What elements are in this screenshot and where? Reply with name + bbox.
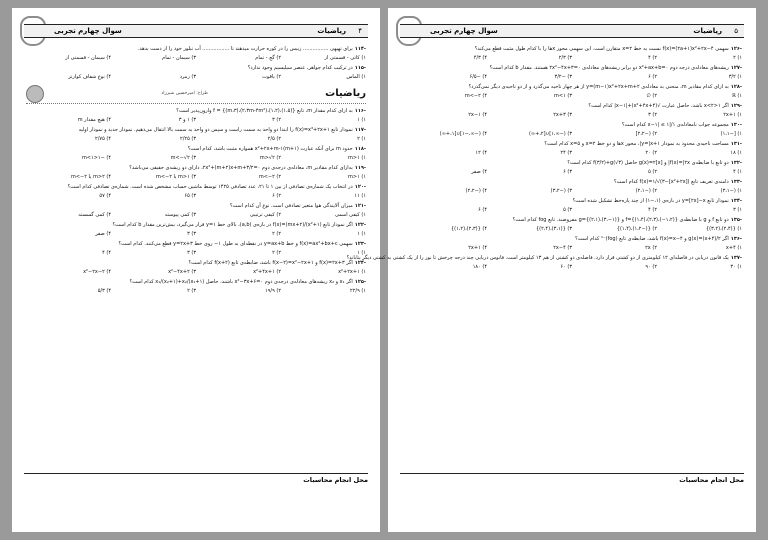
option[interactable]: ۳) ۳: [187, 231, 196, 237]
option[interactable]: ۱) ۴: [733, 169, 742, 175]
option[interactable]: ۴) ۵۷: [99, 193, 111, 199]
question-number: -۱۲۹: [730, 103, 742, 109]
option[interactable]: ۳) ۶: [563, 169, 572, 175]
question: [26, 241, 366, 257]
option[interactable]: ۲) ۳: [272, 117, 281, 123]
option[interactable]: ۳) ۶۵: [184, 193, 196, 199]
option[interactable]: ۱) ۳: [733, 207, 742, 213]
option[interactable]: ۴) ۱۸۰: [472, 264, 487, 270]
option[interactable]: ۴) x²−۲x−۲: [83, 269, 111, 275]
option[interactable]: ۲) ∅: [646, 93, 657, 99]
question-text: اگر x₁ و x₂ ریشه‌های معادله‌ی درجه‌ی دوم x²−۳x+۶=۰ باشند، حاصل x₁/(x₂+۱)+x₂/(x₁+۱) کدام است؟: [129, 279, 353, 285]
option[interactable]: ۴) −۱<m<۱: [81, 155, 111, 161]
option[interactable]: ۲) ۴: [648, 207, 657, 213]
page-body: [26, 46, 366, 476]
option[interactable]: ۲) کیفی ترتیبی: [249, 212, 281, 218]
option[interactable]: ۳) ۲: [187, 288, 196, 294]
question-list: [26, 108, 366, 295]
options-row: [402, 112, 742, 119]
question-text: دو تابع f و g با ضابطه‌ی f={(۱،۴)،(۲،۳)،(−۱،۲)} و g={(۲،۱)،(۳،−۱)} مفروضند. تابع fog کدام است؟: [512, 217, 729, 223]
question-number: -۱۲۵: [354, 279, 366, 285]
question: [26, 203, 366, 219]
option[interactable]: ۴) m>۲ یا m<−۲: [70, 174, 111, 180]
option[interactable]: ۳) ۲/۲۵: [180, 136, 196, 142]
options-row: [402, 74, 742, 81]
option[interactable]: ۲) ۲۰: [645, 150, 657, 156]
question: [402, 141, 742, 157]
question-text: دامنه‌ی تعریف تابع f(x)=۱/√(۳−[x²+۲x]) کدام است؟: [613, 179, 729, 185]
question-text: دو تابع با ضابطه‌ی f(x)=|۲x| و g(x)=۲[x] حاصل f(۳/۲)+g(√۳) کدام است؟: [567, 160, 729, 166]
option[interactable]: ۱) m>۱: [348, 174, 366, 180]
option[interactable]: ۲) ۳: [648, 112, 657, 118]
options-row: [26, 193, 366, 200]
question: [26, 260, 366, 276]
option[interactable]: ۱) {(۲،۴)،(۳،۲)}: [705, 226, 742, 232]
option[interactable]: ۴) −۶/۵: [469, 74, 487, 80]
question-text: ریشه‌های معادله‌ی درجه دوم x²+ax+b=۰ دو برابر ریشه‌های معادله‌ی ۲x²−۴x+۳=۰ هستند. مقدار b کدام است؟: [489, 65, 729, 71]
question-number: -۱۳۲: [730, 160, 742, 166]
option[interactable]: ۱) ۱: [357, 117, 366, 123]
section-banner: [26, 84, 366, 104]
page-header: [400, 24, 744, 38]
question-text: اگر ۱<x<۲ باشد، حاصل عبارت √(x²+۴x+۴)+|x−۱| کدام است؟: [588, 103, 729, 109]
left-page: [12, 8, 380, 532]
option[interactable]: ۳) x²−۴x+۲: [168, 269, 196, 275]
question-text: نمودار تابع y=[۲x]−x در بازه‌ی (۱،−۱) از چند پاره‌خط تشکیل شده است؟: [572, 198, 729, 204]
question: [402, 65, 742, 81]
option[interactable]: ۳) m>۱ یا m<−۲: [155, 174, 196, 180]
option[interactable]: ۲) x²+۴x+۱: [253, 269, 281, 275]
option[interactable]: ۴) سیمان - قسمتی از: [65, 55, 111, 61]
page-number: ۴: [358, 27, 362, 35]
option[interactable]: ۳) −۳/۲: [554, 74, 572, 80]
option[interactable]: ۱) ۱۸: [730, 150, 742, 156]
option[interactable]: ۳) ۵: [563, 207, 572, 213]
question-text: اگر f(x)=۲x+۳ و f(x−۲)=x²−۲x+۱ باشد، ضابطه‌ی تابع f(x+۲) کدام است؟: [188, 260, 353, 266]
option[interactable]: ۲) ۶: [648, 74, 657, 80]
question-text: در انتخاب یک شماره‌ی تصادفی از بین ۱ تا ۲۱، عدد تصادفی ۱۴۲۵ توسط ماشین حساب مشخص شده است. شماره‌ی تصادفی کدام است؟: [67, 184, 353, 190]
options-row: [402, 245, 742, 252]
option[interactable]: ۱) ۲: [357, 136, 366, 142]
option[interactable]: ۱) m>۱: [348, 155, 366, 161]
question: [402, 160, 742, 176]
options-row: [402, 93, 742, 100]
section-title: ریاضیات: [325, 88, 366, 99]
question-number: -۱۳۳: [730, 179, 742, 185]
option[interactable]: ۱) الماس: [346, 74, 366, 80]
option[interactable]: ۲) ۱۹/۹: [265, 288, 281, 294]
option[interactable]: ۲) ۶: [272, 193, 281, 199]
option[interactable]: ۳) ۲/۳: [558, 55, 572, 61]
exam-series: سوال چهارم تجربی: [430, 27, 498, 35]
option[interactable]: ۴) ۲x−۱: [468, 112, 487, 118]
option[interactable]: ۳) {(۳،۱)،(۲،۴)}: [535, 226, 572, 232]
options-row: [26, 269, 366, 276]
option[interactable]: ۳) سیمان - تمام: [162, 55, 196, 61]
page-number: ۵: [734, 27, 738, 35]
options-row: [402, 264, 742, 271]
scratch-area-label: محل انجام محاسبات: [24, 473, 368, 484]
option[interactable]: ۱) [−۱،۱): [720, 131, 742, 137]
question: [402, 46, 742, 62]
question: [402, 179, 742, 195]
options-row: [26, 288, 366, 295]
option[interactable]: ۴) ۱۲: [475, 150, 487, 156]
option[interactable]: ۱) ۱۱: [354, 193, 366, 199]
option[interactable]: ۲) ۲x: [645, 245, 657, 251]
question-number: -۱۲۳: [354, 241, 366, 247]
option[interactable]: ۳) ۲x+۳: [553, 112, 572, 118]
option[interactable]: ۴) نوع شفاف کوارتز: [68, 74, 111, 80]
question: [26, 108, 366, 124]
option[interactable]: ۳) (−۳،۲): [550, 188, 572, 194]
page-subject: ریاضیات: [693, 27, 722, 35]
option[interactable]: ۴) صفر: [471, 169, 487, 175]
option[interactable]: ۴) ۲x+۱: [468, 245, 487, 251]
author-portrait: [26, 85, 44, 103]
option[interactable]: ۳) m<۱: [554, 93, 572, 99]
question-number: -۱۲۷: [730, 65, 742, 71]
option[interactable]: ۳) ۳: [187, 250, 196, 256]
question: [26, 146, 366, 162]
question: [402, 198, 742, 214]
options-row: [402, 188, 742, 195]
question-number: -۱۱۶: [354, 108, 366, 114]
question: [26, 222, 366, 238]
option[interactable]: ۲) {(−۱،۲)،(۱،۴)}: [616, 226, 657, 232]
options-row: [26, 136, 366, 143]
option[interactable]: ۳) ۲x−۴: [553, 245, 572, 251]
question-number: -۱۳۰: [730, 122, 742, 128]
option[interactable]: ۱) ۲x+۱: [723, 112, 742, 118]
question-number: -۱۱۷: [354, 127, 366, 133]
option[interactable]: ۱) ℝ: [731, 93, 742, 99]
question-number: -۱۲۸: [730, 84, 742, 90]
option[interactable]: ۱) (−۳،۱): [720, 188, 742, 194]
option[interactable]: ۳) m<−√۲: [170, 155, 196, 161]
exam-series: سوال چهارم تجربی: [54, 27, 122, 35]
option[interactable]: ۴) m<−۲: [464, 93, 487, 99]
question: [402, 103, 742, 119]
question-number: -۱۲۱: [354, 203, 366, 209]
option[interactable]: ۱) کیفی اسمی: [334, 212, 366, 218]
option[interactable]: ۲) (−۲،۲]: [635, 131, 657, 137]
option[interactable]: ۲) ۲/۵: [267, 136, 281, 142]
options-row: [26, 155, 366, 162]
option[interactable]: ۲) ۲: [272, 250, 281, 256]
question-text: سهمی f(x)=(۲a+۱)x²+۲x−۴ نسبت به خط x=۲ متقارن است. این سهمی محور x‌ها را با کدام طول مثبت قطع می‌کند؟: [474, 46, 729, 52]
option[interactable]: ۳) ۲۴: [560, 150, 572, 156]
question-number: -۱۳۵: [730, 217, 742, 223]
options-row: [26, 250, 366, 257]
question-text: مساحت ناحیه‌ی محدود به نمودار y=|x+۱|، محور x‌ها و دو خط x=۲ و x=۵ کدام است؟: [544, 141, 729, 147]
option[interactable]: ۳) ۱ و ۳: [178, 117, 196, 123]
question-number: -۱۳۶: [730, 236, 742, 242]
option[interactable]: ۱) ۱: [357, 250, 366, 256]
question-text: به‌ازای کدام مقادیر m، معادله‌ی درجه‌ی دوم ۲x²+(m+۲)x+m+۳/۲=۰، دارای دو ریشه‌ی حقیقی می‌باشد؟: [129, 165, 353, 171]
option[interactable]: ۱) x+۴: [725, 245, 742, 251]
question: [402, 122, 742, 138]
question-text: حدود m برای آنکه عبارت (m+۱)x²+۲x+m‑۱ همواره مثبت باشد، کدام است؟: [187, 146, 353, 152]
question: [26, 165, 366, 181]
option[interactable]: ۳) ۶۰: [560, 264, 572, 270]
question-text: اگر g(x)=(x+۴)/۲ و f(x)=x−۴ باشد، ضابطه‌ی تابع (fog)⁻¹ کدام است؟: [575, 236, 729, 242]
question-number: -۱۳۷: [730, 255, 742, 261]
scratch-area-label: محل انجام محاسبات: [400, 473, 744, 484]
option[interactable]: ۲) گچ - تمام: [255, 55, 281, 61]
question: [26, 127, 366, 143]
option[interactable]: ۱) ۲: [733, 55, 742, 61]
option[interactable]: ۱) ۲۲/۹: [350, 288, 366, 294]
option[interactable]: ۴) صفر: [95, 231, 111, 237]
question: [26, 184, 366, 200]
question: [26, 279, 366, 295]
options-row: [402, 150, 742, 157]
page-header: [24, 24, 368, 38]
option[interactable]: ۱) ۳۰: [730, 264, 742, 270]
section-author: طراح: امیرحسین شیرزاد: [161, 91, 208, 96]
question-text: سهمی f(x)=ax²+bx+c و خط y=ax+b در نقطه‌ای به طول ۱− روی خط y=۲x+۳ قطع می‌کنند. کدام است؟: [118, 241, 353, 247]
question-number: -۱۱۹: [354, 165, 366, 171]
question-text: میزان آلایندگی هوا متغیر تصادفی است. نوع آن کدام است؟: [229, 203, 353, 209]
page-subject: ریاضیات: [317, 27, 346, 35]
option[interactable]: ۱) ۱: [357, 231, 366, 237]
options-row: [26, 174, 366, 181]
option[interactable]: ۳) کمی پیوسته: [164, 212, 196, 218]
option[interactable]: ۲) ۹۰: [645, 264, 657, 270]
option[interactable]: ۳) (−∞،۱]∪[۲،+∞): [528, 131, 572, 137]
option[interactable]: ۴) ۲/۷۵: [95, 136, 111, 142]
question-number: -۱۳۱: [730, 141, 742, 147]
options-row: [26, 117, 366, 124]
option[interactable]: ۲) یاقوت: [262, 74, 281, 80]
question-text: اگر نمودار تابع f(x)=(mx+۲)/(x²+۱) در بازه‌ی (a,b)، بالای خط y=۱ قرار می‌گیرد، بیش‌ترین مقدار b کدام است؟: [112, 222, 353, 228]
question-number: -۱۲۲: [354, 222, 366, 228]
question: [402, 236, 742, 252]
options-row: [402, 226, 742, 233]
option[interactable]: ۴) ۴: [102, 250, 111, 256]
options-row: [402, 169, 742, 176]
option[interactable]: ۴) (−۲،۲): [465, 188, 487, 194]
option[interactable]: ۴) هیچ مقدار m: [77, 117, 111, 123]
question-text: مجموعه جواب نامعادله‌ی ۱/|x−۱| ≤ ۱ کدام است؟: [621, 122, 729, 128]
option[interactable]: ۴) ۶: [478, 207, 487, 213]
option[interactable]: ۱) کاتی - قسمتی از: [324, 55, 366, 61]
options-row: [402, 55, 742, 62]
option[interactable]: ۱) x²+۲x+۱: [338, 269, 366, 275]
question: -۱۱۵در ترکیب کدام جواهر، عنصر سیلیسیم وجود ندارد؟ ۱) الماس ۲) یاقوت ۳) زمرد ۴) نوع شفاف کوارتز: [26, 65, 366, 81]
question-text: نمودار تابع f(x)=x³+۲x+۱ را ابتدا دو واحد به سمت راست و سپس دو واحد به سمت بالا انتقال می‌دهیم. نمودار جدید و نمودار اولیه: [78, 127, 353, 133]
question-text: یک قانون دریایی در فاصله‌ای ۱۲ کیلومتری از دو کشتی قرار دارد. فاصله‌ی دو کشتی از هم ۱۳ کیلومتر است. فانوس دریایی چند درجه چرخش تا نور را از یک کشتی به کشتی دیگر بتاباند؟: [346, 255, 729, 261]
question-number: -۱۲۰: [354, 184, 366, 190]
option[interactable]: ۲) ۵: [648, 169, 657, 175]
question-number: -۱۲۶: [730, 46, 742, 52]
option[interactable]: ۲) m>√۲: [259, 155, 281, 161]
options-row: [26, 231, 366, 238]
question-text: به ازای کدام مقادیر m، منحنی به معادله‌ی y=(m−۱)x²+۲x+m+۲ از هر چهار ناحیه می‌گذرد و از دو ناحیه‌ی دیگر نمی‌گذرد؟: [468, 84, 729, 90]
option[interactable]: ۴) {(۲،۳)،(۱،۲)}: [450, 226, 487, 232]
question: [402, 84, 742, 100]
option[interactable]: ۲) ۲: [272, 231, 281, 237]
option[interactable]: ۱) ۳/۲: [728, 74, 742, 80]
option[interactable]: ۲) ۴: [648, 55, 657, 61]
option[interactable]: ۳) زمرد: [179, 74, 196, 80]
question: -۱۱۴برای تهیهی ................ زیبس را در کوره حرارت میدهند تا ................. آب تبلور خود را از دست بدهد. ۱) کاتی - قسمتی از ۲) گچ - تمام ۳) سیمان - تمام ۴) سیمان - قسمتی از: [26, 46, 366, 62]
option[interactable]: ۴) (−∞،−۱]∪[۱،+∞): [439, 131, 487, 137]
question-number: -۱۲۴: [354, 260, 366, 266]
question-text: به ازای کدام مقدار m، تابع {(۱،۵)،(۱،۲)،(۲،۳m‑۴m²)،(m،۳)} = f وارون‌پذیر است؟: [176, 108, 353, 114]
question-number: -۱۱۸: [354, 146, 366, 152]
option[interactable]: ۴) ۴/۳: [473, 55, 487, 61]
question: [402, 217, 742, 233]
options-row: [26, 212, 366, 219]
option[interactable]: ۲) m<−۲: [258, 174, 281, 180]
question-number: -۱۳۴: [730, 198, 742, 204]
option[interactable]: ۴) ۵/۳: [97, 288, 111, 294]
options-row: [402, 131, 742, 138]
option[interactable]: ۲) (−۲،۱): [635, 188, 657, 194]
option[interactable]: ۴) کمی گسسته: [78, 212, 111, 218]
options-row: [402, 207, 742, 214]
